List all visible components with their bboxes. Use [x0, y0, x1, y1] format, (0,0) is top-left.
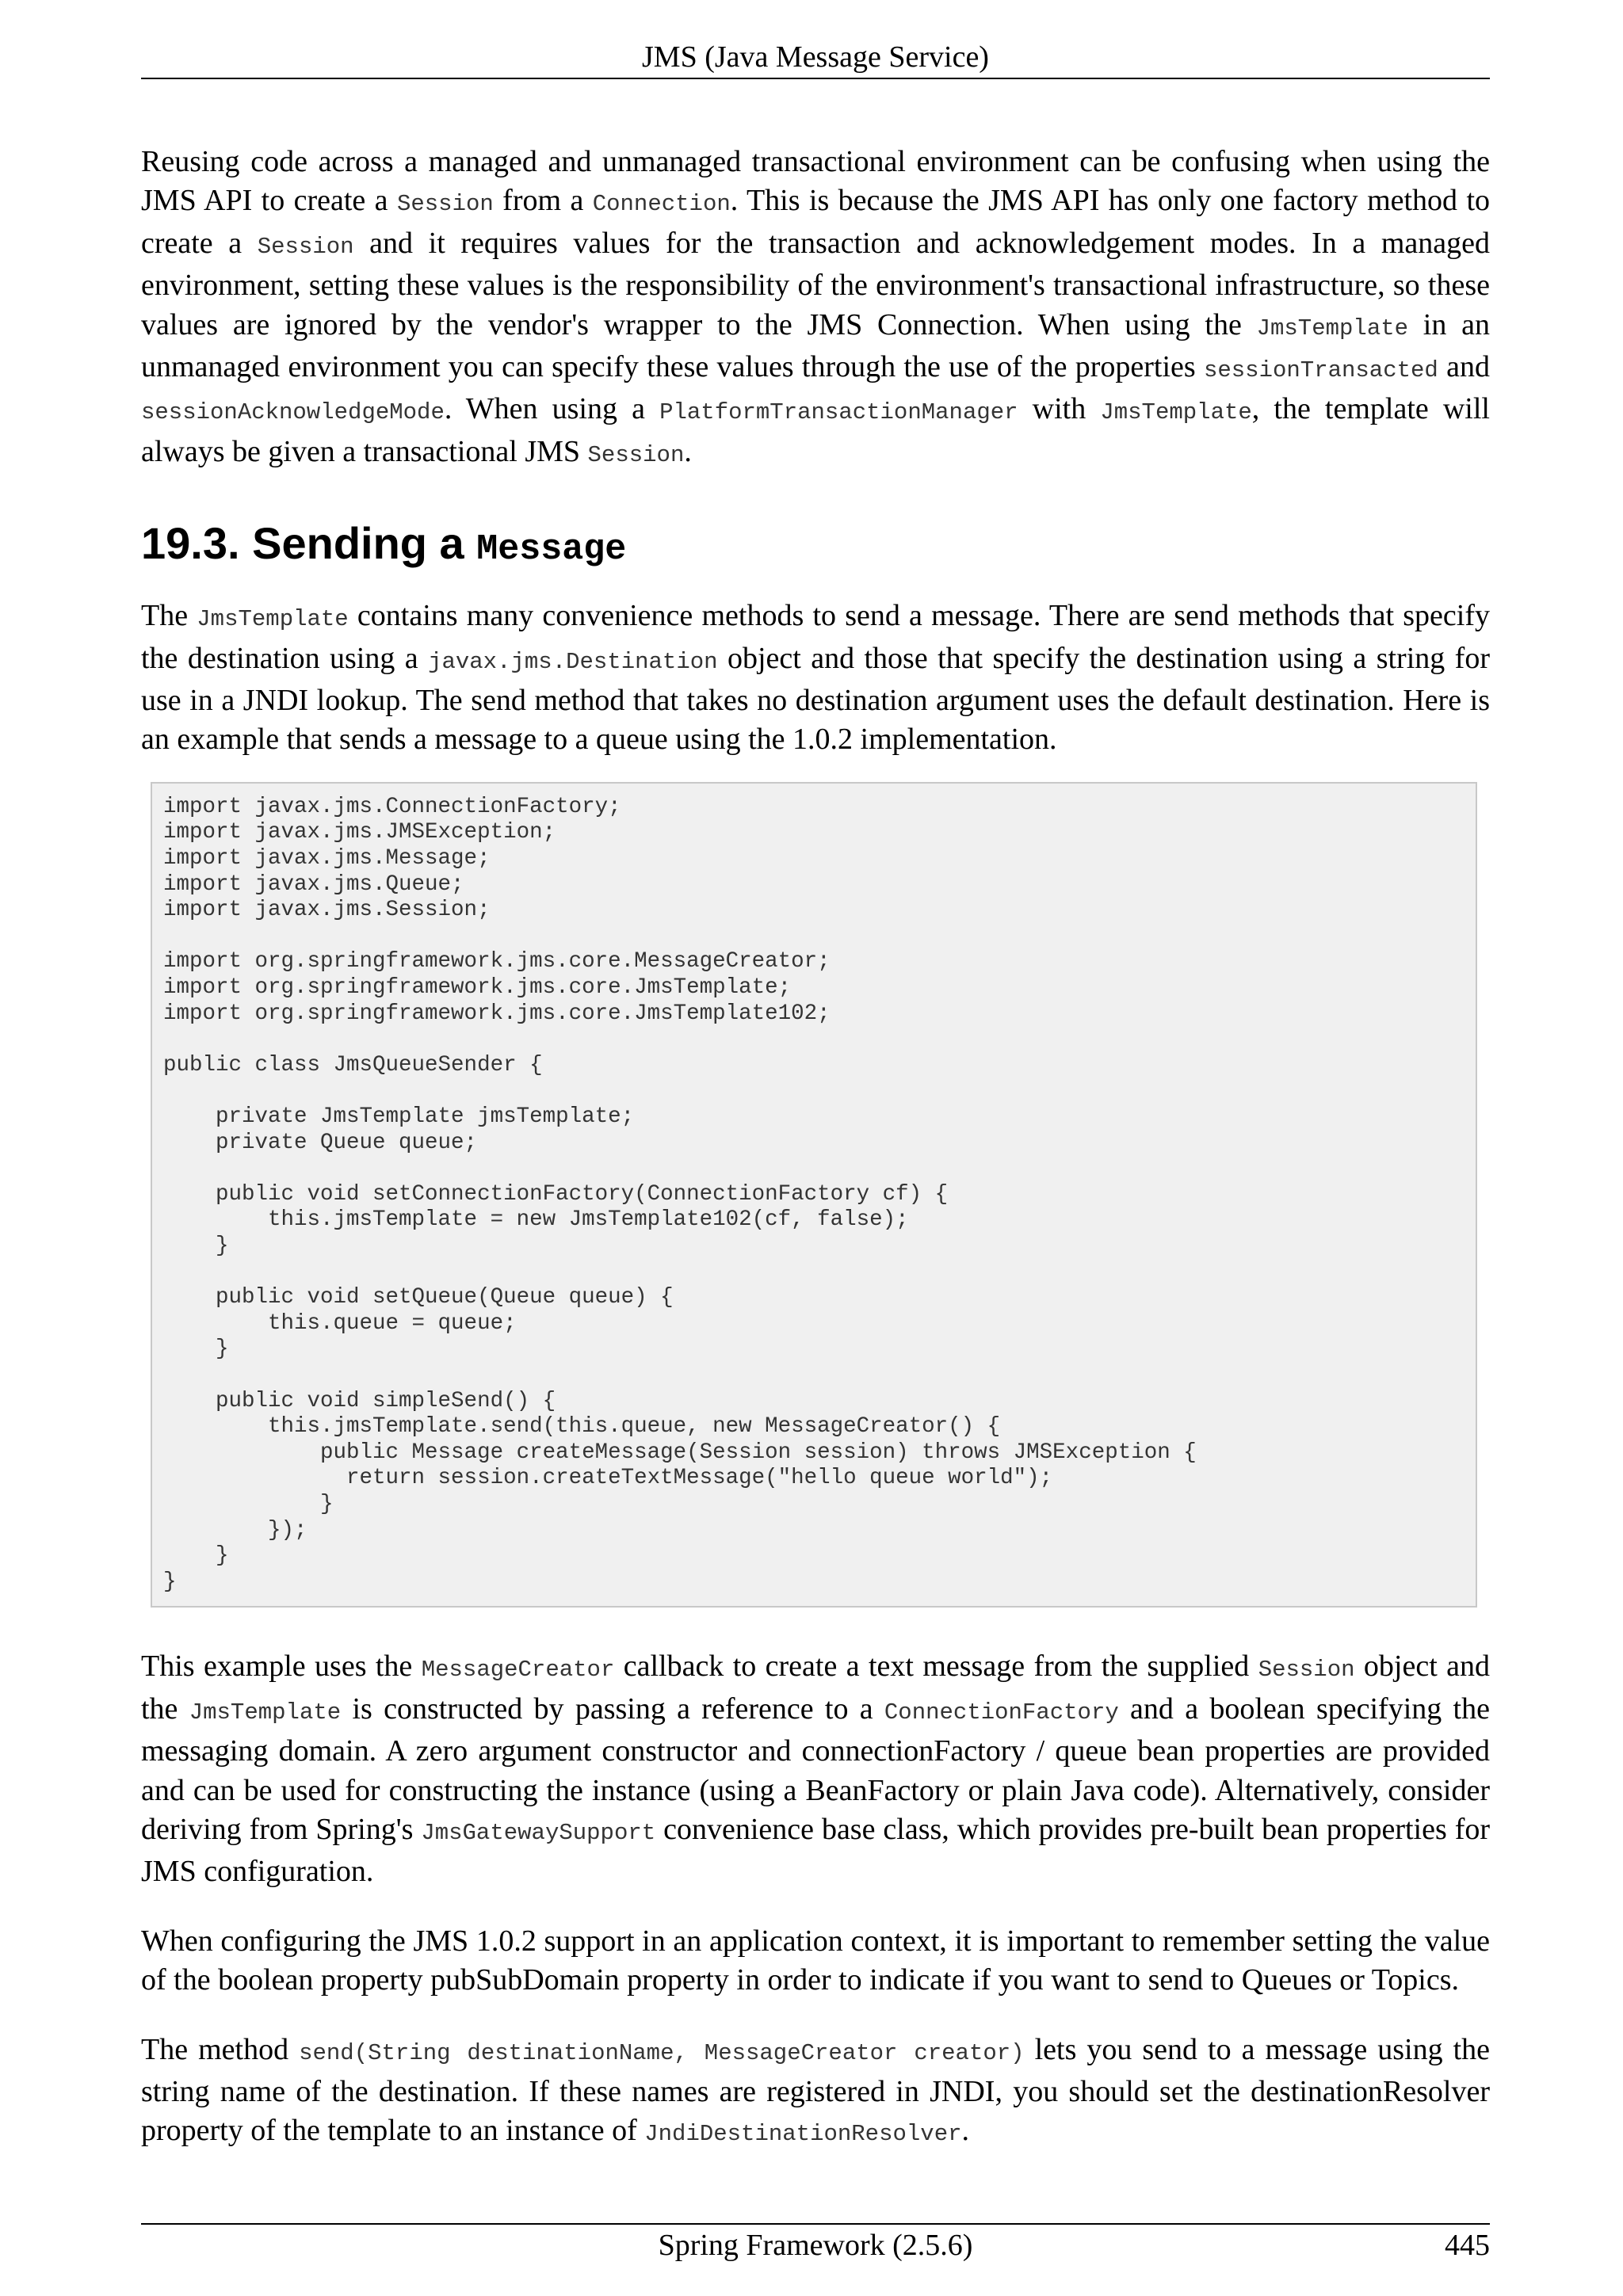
- inline-code: Session: [257, 233, 354, 260]
- inline-code: MessageCreator: [421, 1657, 615, 1684]
- text-run: The: [141, 599, 197, 633]
- heading-code: Message: [476, 529, 627, 570]
- paragraph-intro: [141, 143, 1490, 475]
- inline-code: Session: [1258, 1657, 1355, 1684]
- text-run: is constructed by passing a reference to a: [341, 1691, 884, 1726]
- inline-code: javax.jms.Destination: [428, 648, 718, 675]
- page-content: [141, 143, 1490, 2154]
- text-run: and: [1438, 350, 1490, 384]
- inline-code: sessionTransacted: [1203, 357, 1438, 384]
- text-run: contains many convenience methods to send a message. There are send methods that specify the destination using a: [141, 599, 1490, 675]
- text-run: Reusing code across a managed and unmanaged transactional environment can be confusing when using the JMS API to create a: [141, 145, 1490, 218]
- inline-code: JmsTemplate: [1256, 315, 1409, 341]
- inline-code: JmsTemplate: [189, 1699, 342, 1726]
- text-run: This example uses the: [141, 1650, 422, 1684]
- header-rule: [141, 78, 1490, 79]
- text-run: convenience base class, which provides pre-built bean properties for JMS configuration.: [141, 1812, 1490, 1889]
- text-run: callback to create a text message from the supplied: [614, 1650, 1258, 1684]
- inline-code: JmsTemplate: [197, 606, 349, 633]
- inline-code: send(String destinationName, MessageCreator creator): [299, 2039, 1025, 2066]
- running-header: JMS (Java Message Service): [642, 40, 989, 74]
- text-run: lets you send to a message using the string name of the destination. If these names are registered in JNDI, you should set the destinationResolver property of the template to an instance of: [141, 2032, 1491, 2148]
- paragraph-example: [141, 1647, 1490, 1891]
- text-run: The method: [141, 2032, 300, 2066]
- text-run: in an unmanaged environment you can specify these values through the use of the properties: [141, 307, 1490, 384]
- inline-code: JmsGatewaySupport: [421, 1819, 656, 1846]
- inline-code: Connection: [592, 191, 731, 218]
- text-run: and it requires values for the transaction and acknowledgement modes. In a managed environment, setting these values is the responsibility of the environment's transactional infrastructure, so these values are ignored by the vendor's wrapper to the JMS Connection. When using the: [141, 226, 1490, 341]
- heading-text: 19.3. Sending a: [141, 518, 477, 569]
- text-run: . When using a: [444, 392, 660, 426]
- inline-code: Session: [396, 191, 494, 218]
- text-run: from a: [493, 184, 593, 218]
- paragraph-method: [141, 2031, 1490, 2154]
- text-run: .: [684, 434, 692, 468]
- inline-code: sessionAcknowledgeMode: [141, 399, 445, 426]
- inline-code: Session: [587, 441, 685, 468]
- inline-code: ConnectionFactory: [884, 1699, 1119, 1726]
- inline-code: PlatformTransactionManager: [659, 399, 1018, 426]
- paragraph-send-methods: [141, 597, 1490, 760]
- text-run: and a boolean specifying the messaging domain. A zero argument constructor and connectionFactory / queue bean properties are provided and can be used for constructing the instance (using a BeanFactory or plain Java code). Alternatively, consider deriving from Spring's: [141, 1691, 1490, 1846]
- paragraph-config: [141, 1922, 1490, 2000]
- footer-rule: [141, 2223, 1490, 2225]
- text-run: with: [1018, 392, 1101, 426]
- text-run: object and those that specify the destination using a string for use in a JNDI lookup. The send method that takes no destination argument uses the default destination. Here is an example that sends a message to a queue using the 1.0.2 implementation.: [141, 641, 1490, 757]
- inline-code: JmsTemplate: [1100, 399, 1252, 426]
- inline-code: JndiDestinationResolver: [644, 2121, 962, 2148]
- footer-title: Spring Framework (2.5.6): [658, 2229, 973, 2262]
- text-run: . This is because the JMS API has only one factory method to create a: [141, 184, 1491, 260]
- section-heading: [141, 516, 1490, 578]
- text-run: object and the: [141, 1650, 1491, 1726]
- text-run: , the template will always be given a transactional JMS: [141, 392, 1490, 468]
- page-number: 445: [1445, 2229, 1490, 2262]
- code-listing: import javax.jms.ConnectionFactory; import javax.jms.JMSException; import javax.jms.Message; import javax.jms.Queue; import javax.jms.Session; import org.springframework.jms.core.MessageCreator; import org.springframework.jms.core.JmsTemplate; import org.springframework.jms.core.JmsTemplate102; public class JmsQueueSender { private JmsTemplate jmsTemplate; private Queue queue; public void setConnectionFactory(ConnectionFactory cf) { this.jmsTemplate = new JmsTemplate102(cf, false); } public void setQueue(Queue queue) { this.queue = queue; } public void simpleSend() { this.jmsTemplate.send(this.queue, new MessageCreator() { public Message createMessage(Session session) throws JMSException { return session.createTextMessage("hello queue world"); } }); } }: [151, 782, 1477, 1608]
- text-run: .: [961, 2114, 969, 2148]
- text-run: When configuring the JMS 1.0.2 support in an application context, it is important to remember setting the value of the boolean property pubSubDomain property in order to indicate if you want to send to Queues or Topics.: [141, 1924, 1490, 1997]
